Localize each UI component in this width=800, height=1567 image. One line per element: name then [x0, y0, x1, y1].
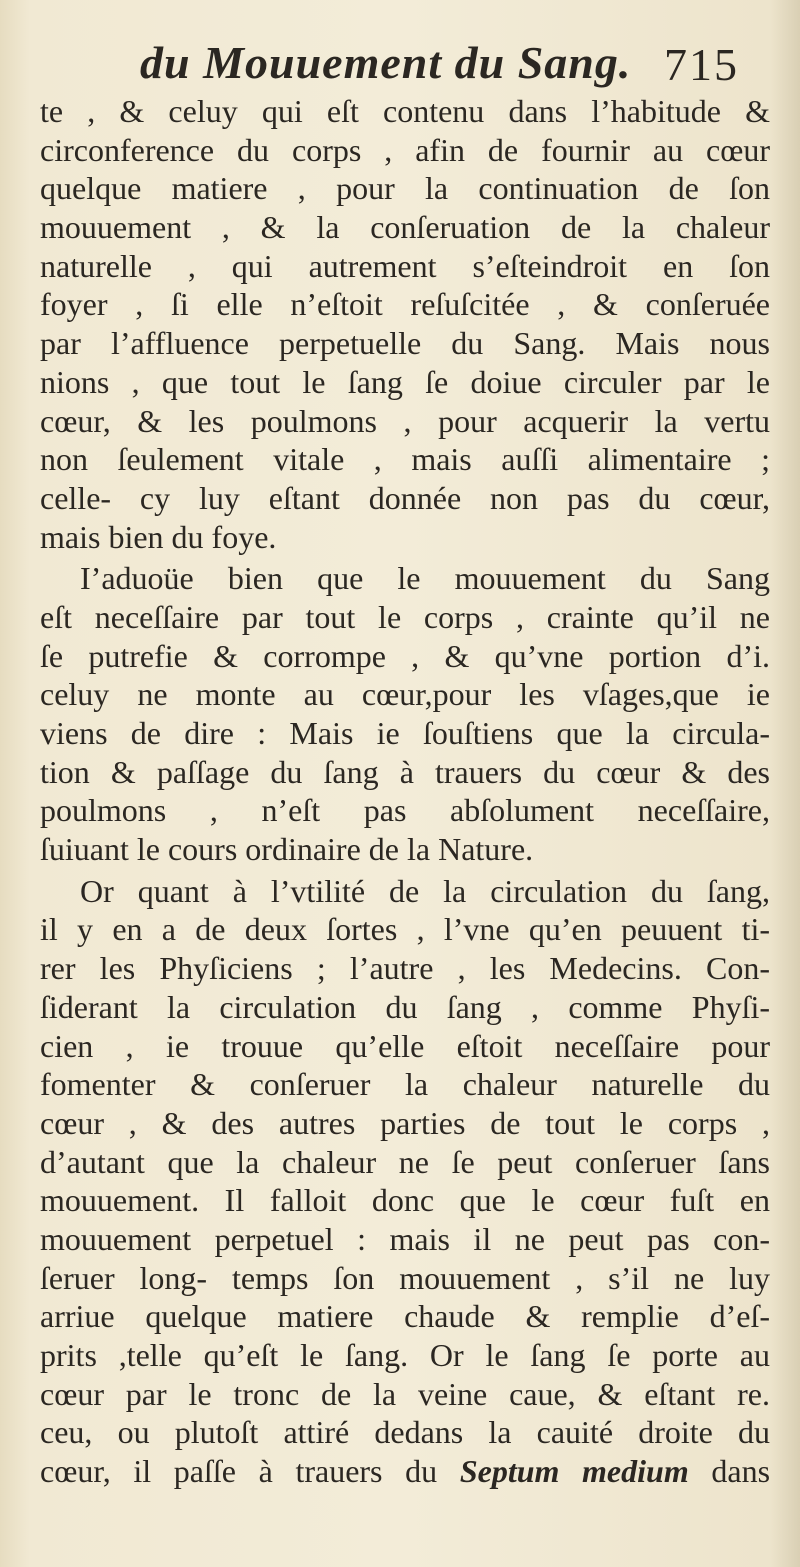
text-line: naturelle , qui autrement s’eſteindroit en ſon [40, 247, 770, 284]
text-line: cœur, & les poulmons , pour acquerir la vertu [40, 402, 770, 439]
running-title: du Mouuement du Sang. [140, 37, 632, 88]
text-line: non ſeulement vitale , mais auſſi alimentaire ; [40, 441, 770, 478]
text-line: mais bien du foye. [40, 518, 277, 555]
text-line: quelque matiere , pour la continuation de ſon [40, 170, 770, 207]
text-line: il y en a de deux ſortes , l’vne qu’en peuuent ti- [40, 911, 770, 948]
text-line: cœur par le tronc de la veine caue, & eſtant re. [40, 1375, 770, 1412]
text-line: eſt neceſſaire par tout le corps , crainte qu’il ne [40, 598, 770, 635]
text-line: ceu, ou plutoſt attiré dedans la cauité droite du [40, 1414, 770, 1451]
text-line: mouuement , & la conſeruation de la chaleur [40, 209, 770, 246]
text-line: poulmons , n’eſt pas abſolument neceſſaire, [40, 792, 770, 829]
text-line: celle- cy luy eſtant donnée non pas du cœur, [40, 479, 770, 516]
text-line: circonference du corps , afin de fournir au cœur [40, 131, 770, 168]
text-line: foyer , ſi elle n’eſtoit reſuſcitée , & conſeruée [40, 286, 770, 323]
body-text [40, 92, 770, 1491]
final-line-start: cœur, il paſſe à trauers du [40, 1453, 438, 1490]
text-line: I’aduoüe bien que le mouuement du Sang [80, 560, 770, 597]
page-number: 715 [664, 39, 739, 90]
text-line: tion & paſſage du ſang à trauers du cœur & des [40, 753, 770, 790]
text-line: mouuement perpetuel : mais il ne peut pas con- [40, 1220, 770, 1257]
text-line: celuy ne monte au cœur,pour les vſages,que ie [40, 676, 770, 713]
text-line-final [40, 1452, 770, 1491]
text-line: ſuiuant le cours ordinaire de la Nature. [40, 831, 534, 868]
septum-medium-italic: Septum medium [459, 1453, 689, 1490]
text-line: ſeruer long- temps ſon mouuement , s’il ne luy [40, 1259, 770, 1296]
final-line-end: dans [711, 1453, 770, 1490]
text-line: nions , que tout le ſang ſe doiue circuler par le [40, 363, 770, 400]
text-line: viens de dire : Mais ie ſouſtiens que la circula- [40, 715, 770, 751]
text-line: rer les Phyſiciens ; l’autre , les Medecins. Con- [40, 950, 770, 987]
text-line: ſe putrefie & corrompe , & qu’vne portion d’i. [40, 637, 770, 674]
page-header [0, 36, 800, 96]
text-line: te , & celuy qui eſt contenu dans l’habitude & [40, 93, 770, 129]
text-line: arriue quelque matiere chaude & remplie d’eſ- [40, 1298, 770, 1335]
text-line: prits ,telle qu’eſt le ſang. Or le ſang ſe porte au [40, 1337, 770, 1373]
text-line: mouuement. Il falloit donc que le cœur fuſt en [40, 1182, 770, 1219]
text-line: cœur , & des autres parties de tout le corps , [40, 1104, 770, 1141]
text-line: Or quant à l’vtilité de la circulation du ſang, [80, 872, 770, 909]
text-line: d’autant que la chaleur ne ſe peut conſeruer ſans [40, 1143, 770, 1180]
text-line: ſiderant la circulation du ſang , comme Phyſi- [40, 988, 770, 1025]
text-line: par l’affluence perpetuelle du Sang. Mais nous [40, 325, 770, 362]
text-line: cien , ie trouue qu’elle eſtoit neceſſaire pour [40, 1027, 770, 1064]
text-line: fomenter & conſeruer la chaleur naturelle du [40, 1066, 770, 1103]
